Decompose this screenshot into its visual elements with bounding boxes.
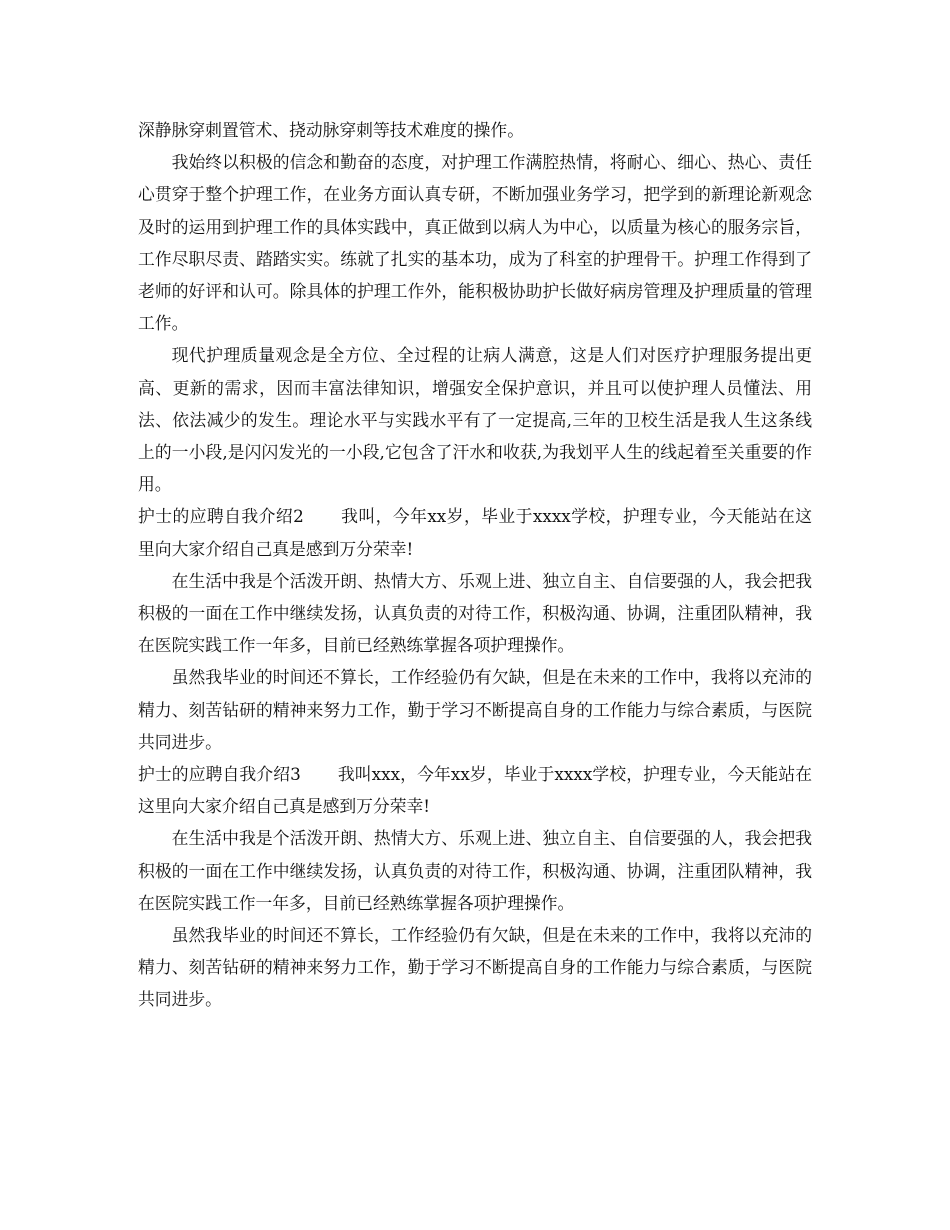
document-body — [138, 114, 812, 1016]
paragraph-quality: 现代护理质量观念是全方位、全过程的让病人满意，这是人们对医疗护理服务提出更高、更新的需求，因而丰富法律知识，增强安全保护意识，并且可以使护理人员懂法、用法、依法减少的发生。理论水平与实践水平有了一定提高,三年的卫校生活是我人生这条线上的一小段,是闪闪发光的一小段,它包含了汗水和收获,为我划平人生的线起着至关重要的作用。 — [138, 345, 812, 495]
paragraph-experience-3: 虽然我毕业的时间还不算长，工作经验仍有欠缺，但是在未来的工作中，我将以充沛的精力、刻苦钻研的精神来努力工作，勤于学习不断提高自身的工作能力与综合素质，与医院共同进步。 — [138, 925, 812, 1010]
section-heading-2: 护士的应聘自我介绍2 — [138, 506, 304, 527]
section-heading-3: 护士的应聘自我介绍3 — [138, 764, 301, 785]
section-intro-3-text: 我叫xxx，今年xx岁，毕业于xxxx学校，护理专业，今天能站在这里向大家介绍自己真是感到万分荣幸! — [138, 764, 812, 817]
section-intro-3 — [138, 758, 812, 822]
paragraph-continuation: 深静脉穿刺置管术、挠动脉穿刺等技术难度的操作。 — [138, 120, 524, 140]
paragraph-experience-2: 虽然我毕业的时间还不算长，工作经验仍有欠缺，但是在未来的工作中，我将以充沛的精力、刻苦钻研的精神来努力工作，勤于学习不断提高自身的工作能力与综合素质，与医院共同进步。 — [138, 667, 812, 752]
paragraph-attitude: 我始终以积极的信念和勤奋的态度，对护理工作满腔热情，将耐心、细心、热心、责任心贯穿于整个护理工作，在业务方面认真专研，不断加强业务学习，把学到的新理论新观念及时的运用到护理工作的具体实践中，真正做到以病人为中心，以质量为核心的服务宗旨，工作尽职尽责、踏踏实实。练就了扎实的基本功，成为了科室的护理骨干。护理工作得到了老师的好评和认可。除具体的护理工作外，能积极协助护长做好病房管理及护理质量的管理工作。 — [138, 152, 812, 334]
paragraph-personality-2: 在生活中我是个活泼开朗、热情大方、乐观上进、独立自主、自信要强的人，我会把我积极的一面在工作中继续发扬，认真负责的对待工作，积极沟通、协调，注重团队精神，我在医院实践工作一年多，目前已经熟练掌握各项护理操作。 — [138, 570, 812, 656]
paragraph-personality-3: 在生活中我是个活泼开朗、热情大方、乐观上进、独立自主、自信要强的人，我会把我积极的一面在工作中继续发扬，认真负责的对待工作，积极沟通、协调，注重团队精神，我在医院实践工作一年多，目前已经熟练掌握各项护理操作。 — [138, 828, 812, 913]
section-intro-2-text: 我叫，今年xx岁，毕业于xxxx学校，护理专业，今天能站在这里向大家介绍自己真是感到万分荣幸! — [138, 506, 812, 559]
section-intro-2 — [138, 500, 812, 564]
